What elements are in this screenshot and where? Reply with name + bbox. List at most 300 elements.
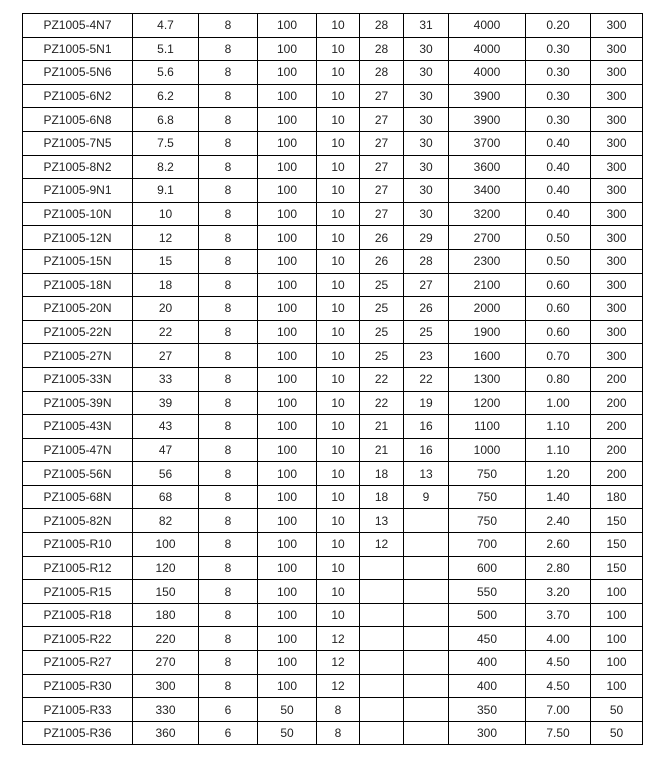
cell-current: 100 <box>591 627 643 651</box>
cell-dcr: 3.20 <box>526 580 591 604</box>
cell-q-min: 12 <box>317 674 360 698</box>
cell-test-freq: 100 <box>258 462 317 486</box>
cell-q-800mhz: 16 <box>404 415 449 439</box>
table-row <box>23 249 643 273</box>
cell-srf: 1600 <box>449 344 526 368</box>
cell-srf: 1000 <box>449 438 526 462</box>
cell-q-500mhz <box>360 698 404 722</box>
cell-current: 100 <box>591 651 643 675</box>
cell-current: 150 <box>591 533 643 557</box>
cell-current: 300 <box>591 273 643 297</box>
cell-test-freq: 100 <box>258 556 317 580</box>
cell-srf: 750 <box>449 462 526 486</box>
cell-test-freq: 100 <box>258 297 317 321</box>
cell-q-min: 12 <box>317 651 360 675</box>
cell-q-500mhz: 18 <box>360 462 404 486</box>
table-row <box>23 721 643 745</box>
cell-inductance: 330 <box>133 698 199 722</box>
cell-q-800mhz: 23 <box>404 344 449 368</box>
cell-q-min: 10 <box>317 462 360 486</box>
cell-tolerance: 8 <box>199 131 258 155</box>
cell-current: 300 <box>591 84 643 108</box>
cell-q-min: 10 <box>317 131 360 155</box>
cell-q-500mhz: 13 <box>360 509 404 533</box>
cell-current: 100 <box>591 580 643 604</box>
table-row <box>23 84 643 108</box>
table-row <box>23 297 643 321</box>
cell-tolerance: 8 <box>199 485 258 509</box>
cell-srf: 4000 <box>449 61 526 85</box>
cell-part-number: PZ1005-R12 <box>23 556 133 580</box>
cell-inductance: 39 <box>133 391 199 415</box>
cell-q-800mhz <box>404 698 449 722</box>
cell-tolerance: 8 <box>199 391 258 415</box>
cell-q-800mhz: 29 <box>404 226 449 250</box>
cell-srf: 750 <box>449 485 526 509</box>
cell-q-500mhz: 27 <box>360 131 404 155</box>
cell-q-800mhz: 30 <box>404 155 449 179</box>
cell-test-freq: 100 <box>258 155 317 179</box>
cell-inductance: 4.7 <box>133 14 199 38</box>
cell-srf: 300 <box>449 721 526 745</box>
cell-inductance: 100 <box>133 533 199 557</box>
cell-q-800mhz: 30 <box>404 179 449 203</box>
cell-q-800mhz <box>404 721 449 745</box>
cell-q-800mhz <box>404 603 449 627</box>
cell-srf: 700 <box>449 533 526 557</box>
cell-test-freq: 100 <box>258 320 317 344</box>
cell-tolerance: 8 <box>199 462 258 486</box>
cell-dcr: 0.60 <box>526 320 591 344</box>
cell-part-number: PZ1005-10N <box>23 202 133 226</box>
cell-q-800mhz <box>404 627 449 651</box>
cell-inductance: 43 <box>133 415 199 439</box>
cell-dcr: 2.40 <box>526 509 591 533</box>
cell-q-500mhz: 28 <box>360 61 404 85</box>
cell-q-min: 10 <box>317 273 360 297</box>
cell-inductance: 360 <box>133 721 199 745</box>
table-row <box>23 462 643 486</box>
cell-q-min: 10 <box>317 155 360 179</box>
cell-current: 100 <box>591 603 643 627</box>
cell-tolerance: 8 <box>199 155 258 179</box>
cell-test-freq: 100 <box>258 367 317 391</box>
cell-q-500mhz <box>360 580 404 604</box>
cell-current: 300 <box>591 179 643 203</box>
cell-test-freq: 100 <box>258 37 317 61</box>
cell-srf: 400 <box>449 674 526 698</box>
cell-current: 180 <box>591 485 643 509</box>
table-row <box>23 320 643 344</box>
cell-tolerance: 8 <box>199 344 258 368</box>
cell-srf: 350 <box>449 698 526 722</box>
cell-dcr: 0.40 <box>526 131 591 155</box>
cell-q-800mhz: 16 <box>404 438 449 462</box>
cell-test-freq: 100 <box>258 61 317 85</box>
table-row <box>23 273 643 297</box>
cell-part-number: PZ1005-18N <box>23 273 133 297</box>
cell-part-number: PZ1005-5N1 <box>23 37 133 61</box>
cell-q-800mhz <box>404 580 449 604</box>
table-row <box>23 179 643 203</box>
cell-srf: 600 <box>449 556 526 580</box>
cell-q-800mhz <box>404 509 449 533</box>
cell-srf: 1100 <box>449 415 526 439</box>
cell-tolerance: 8 <box>199 108 258 132</box>
cell-current: 200 <box>591 367 643 391</box>
cell-q-min: 10 <box>317 37 360 61</box>
cell-current: 300 <box>591 202 643 226</box>
cell-q-500mhz: 25 <box>360 273 404 297</box>
cell-tolerance: 8 <box>199 249 258 273</box>
cell-q-min: 10 <box>317 580 360 604</box>
cell-current: 300 <box>591 61 643 85</box>
cell-q-800mhz: 27 <box>404 273 449 297</box>
cell-dcr: 2.80 <box>526 556 591 580</box>
cell-dcr: 0.40 <box>526 155 591 179</box>
cell-part-number: PZ1005-R15 <box>23 580 133 604</box>
cell-q-500mhz: 27 <box>360 155 404 179</box>
cell-srf: 2000 <box>449 297 526 321</box>
table-row <box>23 108 643 132</box>
cell-part-number: PZ1005-R18 <box>23 603 133 627</box>
cell-part-number: PZ1005-43N <box>23 415 133 439</box>
cell-q-800mhz: 26 <box>404 297 449 321</box>
cell-tolerance: 8 <box>199 603 258 627</box>
cell-inductance: 27 <box>133 344 199 368</box>
cell-part-number: PZ1005-5N6 <box>23 61 133 85</box>
cell-q-800mhz: 19 <box>404 391 449 415</box>
cell-part-number: PZ1005-R33 <box>23 698 133 722</box>
cell-test-freq: 100 <box>258 674 317 698</box>
cell-tolerance: 8 <box>199 202 258 226</box>
cell-srf: 3900 <box>449 84 526 108</box>
cell-inductance: 68 <box>133 485 199 509</box>
cell-q-500mhz <box>360 603 404 627</box>
cell-tolerance: 8 <box>199 509 258 533</box>
cell-part-number: PZ1005-56N <box>23 462 133 486</box>
cell-test-freq: 100 <box>258 509 317 533</box>
cell-tolerance: 8 <box>199 367 258 391</box>
table-row <box>23 533 643 557</box>
cell-inductance: 22 <box>133 320 199 344</box>
cell-test-freq: 100 <box>258 627 317 651</box>
cell-dcr: 4.50 <box>526 674 591 698</box>
cell-inductance: 5.6 <box>133 61 199 85</box>
cell-part-number: PZ1005-47N <box>23 438 133 462</box>
cell-inductance: 6.2 <box>133 84 199 108</box>
cell-srf: 3400 <box>449 179 526 203</box>
cell-tolerance: 8 <box>199 627 258 651</box>
cell-q-800mhz: 13 <box>404 462 449 486</box>
cell-inductance: 10 <box>133 202 199 226</box>
inductor-spec-table <box>22 13 643 745</box>
cell-q-500mhz: 21 <box>360 415 404 439</box>
cell-test-freq: 100 <box>258 344 317 368</box>
cell-part-number: PZ1005-4N7 <box>23 14 133 38</box>
table-row <box>23 627 643 651</box>
cell-current: 200 <box>591 462 643 486</box>
table-row <box>23 698 643 722</box>
cell-q-min: 10 <box>317 297 360 321</box>
cell-dcr: 1.10 <box>526 438 591 462</box>
cell-current: 150 <box>591 556 643 580</box>
cell-inductance: 270 <box>133 651 199 675</box>
cell-srf: 1200 <box>449 391 526 415</box>
cell-q-800mhz: 30 <box>404 61 449 85</box>
cell-part-number: PZ1005-R10 <box>23 533 133 557</box>
cell-srf: 2300 <box>449 249 526 273</box>
cell-current: 300 <box>591 14 643 38</box>
cell-current: 300 <box>591 37 643 61</box>
cell-q-500mhz <box>360 556 404 580</box>
cell-q-min: 10 <box>317 367 360 391</box>
cell-q-800mhz: 30 <box>404 84 449 108</box>
cell-dcr: 0.60 <box>526 297 591 321</box>
cell-q-500mhz: 26 <box>360 249 404 273</box>
cell-part-number: PZ1005-33N <box>23 367 133 391</box>
cell-tolerance: 8 <box>199 14 258 38</box>
cell-q-800mhz <box>404 556 449 580</box>
table-row <box>23 651 643 675</box>
cell-part-number: PZ1005-9N1 <box>23 179 133 203</box>
cell-q-800mhz: 30 <box>404 202 449 226</box>
cell-q-800mhz: 28 <box>404 249 449 273</box>
cell-current: 200 <box>591 438 643 462</box>
cell-part-number: PZ1005-15N <box>23 249 133 273</box>
cell-dcr: 1.20 <box>526 462 591 486</box>
cell-inductance: 5.1 <box>133 37 199 61</box>
cell-q-min: 10 <box>317 202 360 226</box>
table-row <box>23 367 643 391</box>
cell-srf: 500 <box>449 603 526 627</box>
cell-current: 300 <box>591 226 643 250</box>
cell-tolerance: 8 <box>199 674 258 698</box>
cell-current: 100 <box>591 674 643 698</box>
cell-dcr: 1.00 <box>526 391 591 415</box>
cell-srf: 3900 <box>449 108 526 132</box>
cell-q-min: 10 <box>317 485 360 509</box>
cell-dcr: 0.30 <box>526 84 591 108</box>
cell-srf: 450 <box>449 627 526 651</box>
cell-part-number: PZ1005-8N2 <box>23 155 133 179</box>
cell-current: 150 <box>591 509 643 533</box>
cell-test-freq: 100 <box>258 202 317 226</box>
cell-test-freq: 100 <box>258 249 317 273</box>
cell-current: 300 <box>591 297 643 321</box>
cell-dcr: 0.30 <box>526 37 591 61</box>
cell-inductance: 220 <box>133 627 199 651</box>
cell-test-freq: 100 <box>258 226 317 250</box>
cell-srf: 750 <box>449 509 526 533</box>
cell-current: 300 <box>591 249 643 273</box>
cell-inductance: 8.2 <box>133 155 199 179</box>
table-row <box>23 226 643 250</box>
cell-srf: 2100 <box>449 273 526 297</box>
cell-srf: 2700 <box>449 226 526 250</box>
cell-q-500mhz: 28 <box>360 14 404 38</box>
cell-q-500mhz <box>360 674 404 698</box>
cell-q-min: 8 <box>317 721 360 745</box>
table-row <box>23 438 643 462</box>
cell-q-500mhz: 12 <box>360 533 404 557</box>
cell-test-freq: 100 <box>258 438 317 462</box>
cell-tolerance: 8 <box>199 179 258 203</box>
table-row <box>23 603 643 627</box>
cell-tolerance: 8 <box>199 61 258 85</box>
cell-current: 300 <box>591 320 643 344</box>
cell-dcr: 0.80 <box>526 367 591 391</box>
table-row <box>23 344 643 368</box>
cell-test-freq: 100 <box>258 273 317 297</box>
cell-q-min: 10 <box>317 14 360 38</box>
cell-part-number: PZ1005-27N <box>23 344 133 368</box>
cell-inductance: 12 <box>133 226 199 250</box>
cell-part-number: PZ1005-20N <box>23 297 133 321</box>
table-body <box>23 14 643 745</box>
cell-dcr: 0.70 <box>526 344 591 368</box>
cell-part-number: PZ1005-R36 <box>23 721 133 745</box>
cell-test-freq: 50 <box>258 698 317 722</box>
cell-tolerance: 8 <box>199 320 258 344</box>
cell-dcr: 0.20 <box>526 14 591 38</box>
cell-inductance: 7.5 <box>133 131 199 155</box>
cell-test-freq: 100 <box>258 391 317 415</box>
cell-q-min: 10 <box>317 556 360 580</box>
cell-test-freq: 100 <box>258 533 317 557</box>
cell-test-freq: 100 <box>258 580 317 604</box>
cell-inductance: 33 <box>133 367 199 391</box>
cell-tolerance: 8 <box>199 533 258 557</box>
cell-q-min: 10 <box>317 179 360 203</box>
cell-test-freq: 100 <box>258 651 317 675</box>
cell-inductance: 120 <box>133 556 199 580</box>
cell-q-min: 10 <box>317 344 360 368</box>
cell-q-800mhz <box>404 533 449 557</box>
table-row <box>23 509 643 533</box>
cell-part-number: PZ1005-R30 <box>23 674 133 698</box>
cell-test-freq: 100 <box>258 415 317 439</box>
cell-part-number: PZ1005-22N <box>23 320 133 344</box>
cell-q-800mhz: 30 <box>404 37 449 61</box>
cell-q-min: 10 <box>317 438 360 462</box>
cell-q-500mhz: 28 <box>360 37 404 61</box>
cell-srf: 1900 <box>449 320 526 344</box>
cell-tolerance: 8 <box>199 651 258 675</box>
cell-inductance: 56 <box>133 462 199 486</box>
table-row <box>23 674 643 698</box>
table-row <box>23 485 643 509</box>
cell-inductance: 20 <box>133 297 199 321</box>
cell-dcr: 1.40 <box>526 485 591 509</box>
cell-inductance: 180 <box>133 603 199 627</box>
cell-q-min: 10 <box>317 533 360 557</box>
cell-dcr: 0.30 <box>526 108 591 132</box>
cell-q-500mhz: 27 <box>360 84 404 108</box>
cell-dcr: 3.70 <box>526 603 591 627</box>
cell-dcr: 4.50 <box>526 651 591 675</box>
cell-q-500mhz <box>360 627 404 651</box>
cell-dcr: 0.40 <box>526 202 591 226</box>
cell-q-500mhz: 25 <box>360 297 404 321</box>
table-row <box>23 14 643 38</box>
cell-current: 300 <box>591 108 643 132</box>
cell-test-freq: 100 <box>258 14 317 38</box>
cell-tolerance: 8 <box>199 84 258 108</box>
cell-part-number: PZ1005-39N <box>23 391 133 415</box>
cell-dcr: 7.50 <box>526 721 591 745</box>
cell-current: 200 <box>591 415 643 439</box>
cell-q-800mhz: 9 <box>404 485 449 509</box>
cell-part-number: PZ1005-7N5 <box>23 131 133 155</box>
cell-part-number: PZ1005-R27 <box>23 651 133 675</box>
cell-inductance: 150 <box>133 580 199 604</box>
table-row <box>23 155 643 179</box>
cell-srf: 3600 <box>449 155 526 179</box>
cell-srf: 4000 <box>449 37 526 61</box>
cell-tolerance: 8 <box>199 438 258 462</box>
cell-test-freq: 100 <box>258 131 317 155</box>
cell-tolerance: 8 <box>199 273 258 297</box>
cell-q-min: 10 <box>317 391 360 415</box>
cell-q-500mhz <box>360 651 404 675</box>
cell-q-800mhz: 22 <box>404 367 449 391</box>
cell-q-500mhz: 18 <box>360 485 404 509</box>
cell-dcr: 0.50 <box>526 249 591 273</box>
cell-part-number: PZ1005-12N <box>23 226 133 250</box>
cell-part-number: PZ1005-68N <box>23 485 133 509</box>
cell-q-500mhz: 25 <box>360 344 404 368</box>
cell-dcr: 0.40 <box>526 179 591 203</box>
cell-q-min: 12 <box>317 627 360 651</box>
cell-current: 200 <box>591 391 643 415</box>
cell-q-500mhz <box>360 721 404 745</box>
table-row <box>23 415 643 439</box>
cell-srf: 3200 <box>449 202 526 226</box>
cell-q-min: 10 <box>317 249 360 273</box>
cell-inductance: 82 <box>133 509 199 533</box>
cell-q-500mhz: 21 <box>360 438 404 462</box>
table-row <box>23 131 643 155</box>
cell-dcr: 4.00 <box>526 627 591 651</box>
cell-inductance: 9.1 <box>133 179 199 203</box>
cell-part-number: PZ1005-6N2 <box>23 84 133 108</box>
table-row <box>23 580 643 604</box>
cell-q-500mhz: 25 <box>360 320 404 344</box>
cell-current: 50 <box>591 698 643 722</box>
cell-tolerance: 6 <box>199 721 258 745</box>
cell-q-500mhz: 27 <box>360 202 404 226</box>
cell-srf: 3700 <box>449 131 526 155</box>
cell-q-min: 8 <box>317 698 360 722</box>
cell-inductance: 15 <box>133 249 199 273</box>
cell-q-800mhz <box>404 674 449 698</box>
cell-q-min: 10 <box>317 603 360 627</box>
cell-tolerance: 8 <box>199 297 258 321</box>
cell-current: 300 <box>591 131 643 155</box>
cell-q-500mhz: 22 <box>360 367 404 391</box>
cell-q-500mhz: 26 <box>360 226 404 250</box>
cell-tolerance: 6 <box>199 698 258 722</box>
cell-dcr: 0.50 <box>526 226 591 250</box>
cell-dcr: 1.10 <box>526 415 591 439</box>
cell-inductance: 6.8 <box>133 108 199 132</box>
cell-tolerance: 8 <box>199 37 258 61</box>
table-row <box>23 37 643 61</box>
cell-q-min: 10 <box>317 509 360 533</box>
cell-dcr: 0.30 <box>526 61 591 85</box>
cell-dcr: 0.60 <box>526 273 591 297</box>
